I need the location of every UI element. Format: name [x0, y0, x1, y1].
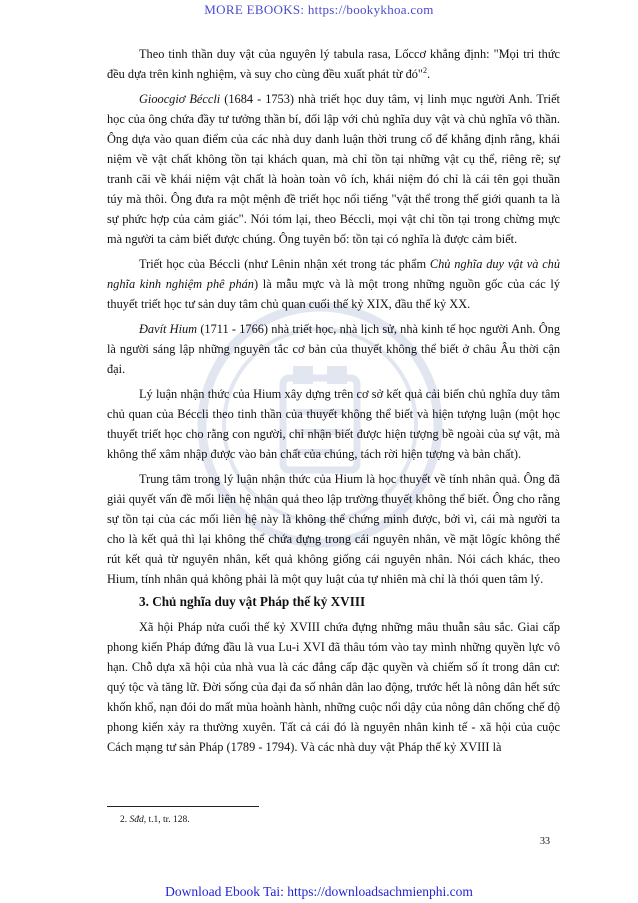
paragraph-berkeley-influence: Triết học của Béccli (như Lênin nhận xét trong tác phẩm Chủ nghĩa duy vật và chủ nghĩa kinh nghiệm phê phán) là mẫu mực và là một trong những nguồn gốc của các lý thuyết triết học tư sản duy tâm chủ quan cuối thế kỷ XIX, đầu thế kỷ XX.	[107, 257, 561, 312]
footnote: 2. Sđd, t.1, tr. 128.	[120, 815, 190, 825]
paragraph-hume-epistemology: Lý luận nhận thức của Hium xây dựng trên cơ sở kết quả cải biến chủ nghĩa duy tâm chủ quan của Béccli theo tinh thần của thuyết không thể biết và hiện tượng luận (một học thuyết triết học cho rằng con người, chỉ nhận biết được hiện tượng bề ngoài của sự vật, mà không thể xâm nhập được vào bản chất của chúng, tách rời hiện tượng và bản chất).	[107, 386, 560, 462]
paragraph-french-society: Xã hội Pháp nửa cuối thế kỷ XVIII chứa đựng những mâu thuẫn sâu sắc. Giai cấp phong kiến Pháp đứng đầu là vua Lu-i XVI đã thâu tóm vào tay mình những quyền lực vô hạn. Chỗ dựa xã hội của nhà vua là các đẳng cấp đặc quyền và chiếm số ít trong dân cư: quý tộc và tăng lữ. Đời sống của đại đa số nhân dân lao động, trước hết là nông dân hết sức khốn khổ, nạn đói do mất mùa hoành hành, những cuộc nổi dậy của nông dân chống chế độ phong kiến xảy ra thường xuyên. Tất cả cái đó là nguyên nhân kinh tế - xã hội của cuộc Cách mạng tư sản Pháp (1789 - 1794). Và các nhà duy vật Pháp thế kỷ XVIII là	[107, 619, 560, 755]
footer-download-link[interactable]: Download Ebook Tai: https://downloadsachmienphi.com	[165, 884, 473, 899]
page-body	[107, 44, 560, 762]
paragraph-berkeley: Gioocgiơ Béccli (1684 - 1753) nhà triết học duy tâm, vị linh mục người Anh. Triết học của ông chứa đầy tư tưởng thần bí, đối lập với chủ nghĩa duy vật và chủ nghĩa vô thần. Ông dựa vào quan điểm của các nhà duy danh luận thời trung cổ để khẳng định rằng, khái niệm về vật chất không tồn tại khách quan, mà chỉ tồn tại những vật cụ thể, riêng rẽ; sự tranh cãi về khái niệm vật chất là hoàn toàn vô ích, khái niệm đó chỉ là cái tên gọi thuần túy mà thôi. Ông đưa ra một mệnh đề triết học nổi tiếng "vật thể trong thế giới quanh ta là sự phức hợp của cảm giác". Nói tóm lại, theo Béccli, mọi vật chỉ tồn tại trong chừng mực mà người ta cảm biết được chúng. Ông tuyên bố: tồn tại có nghĩa là được cảm biết.	[107, 91, 560, 247]
header-ebook-link[interactable]: MORE EBOOKS: https://bookykhoa.com	[204, 2, 434, 17]
person-name: Gioocgiơ Béccli	[139, 91, 221, 106]
work-title: Chủ nghĩa duy vật và chủ nghĩa kinh nghiệm phê phán	[107, 257, 561, 292]
paragraph-locke: Theo tinh thần duy vật của nguyên lý tabula rasa, Lốccơ khẳng định: "Mọi tri thức đều dựa trên kinh nghiệm, và suy cho cùng đều xuất phát từ đó"$^2$.	[107, 47, 560, 82]
paragraph-hume-causality: Trung tâm trong lý luận nhận thức của Hium là học thuyết về tính nhân quả. Ông đã giải quyết vấn đề mối liên hệ nhân quả theo lập trường thuyết không thể biết. Ông cho rằng sự tồn tại của các mối liên hệ này là không thể chứng minh được, bởi vì, cái mà người ta cho là kết quả thì lại không thể chứa đựng trong cái nguyên nhân, về mặt lôgíc không thể rút kết quả từ nguyên nhân, kết quả không giống cái nguyên nhân. Nói cách khác, theo Hium, tính nhân quả không phải là một quy luật của tự nhiên mà chỉ là thói quen tâm lý.	[107, 471, 560, 587]
footnote-marker: 2	[422, 65, 427, 75]
person-name: Đavít Hium	[139, 322, 198, 336]
page-number: 33	[540, 836, 550, 847]
section-heading: 3. Chủ nghĩa duy vật Pháp thế kỷ XVIII	[139, 594, 366, 610]
paragraph-hume: Đavít Hium (1711 - 1766) nhà triết học, nhà lịch sử, nhà kinh tế học người Anh. Ông là người sáng lập những nguyên tắc cơ bản của thuyết không thể biết ở châu Âu thời cận đại.	[107, 322, 560, 377]
footnote-divider	[107, 806, 259, 807]
